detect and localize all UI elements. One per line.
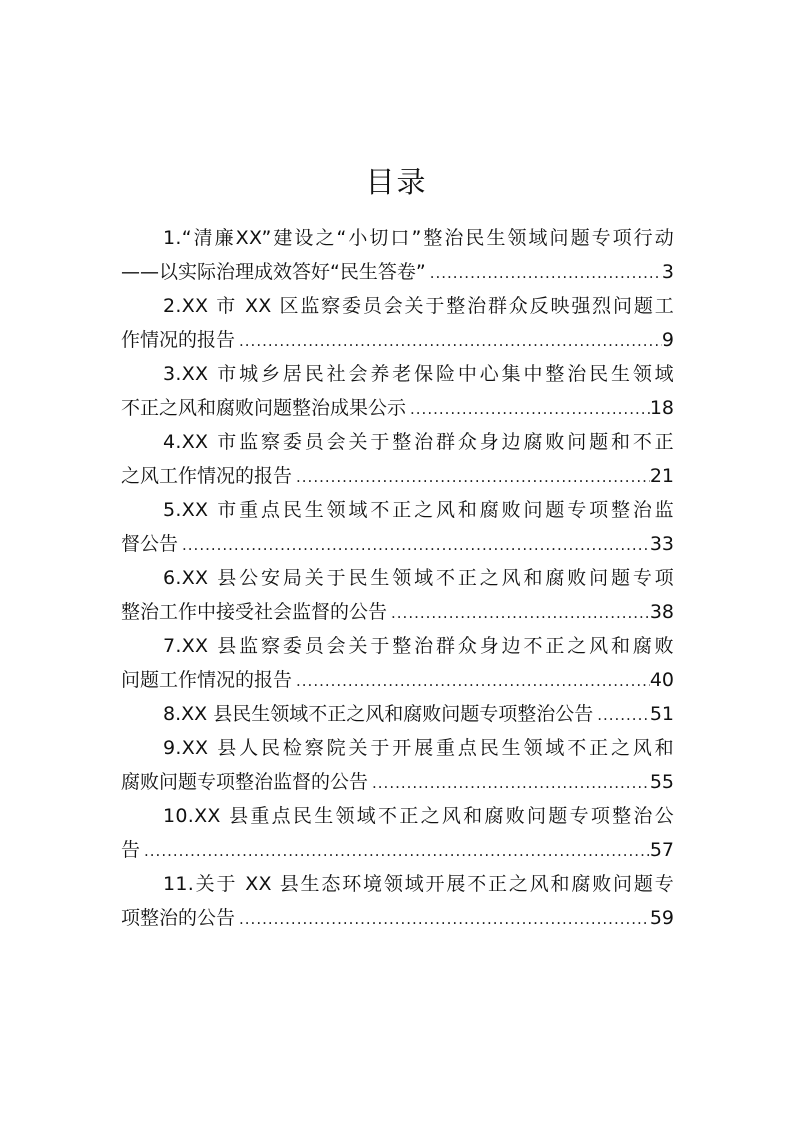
- toc-entry[interactable]: [121, 357, 674, 425]
- toc-entry[interactable]: [121, 867, 674, 935]
- toc-entry[interactable]: [121, 799, 674, 867]
- toc-list: [121, 221, 674, 935]
- dot-leader: [292, 460, 650, 493]
- toc-title: 目录: [365, 165, 428, 199]
- dot-leader: [292, 664, 650, 697]
- toc-page-number: 55: [649, 771, 674, 793]
- toc-entry-title-continued: ——以实际治理成效答好“民生答卷”: [121, 261, 426, 283]
- toc-entry-title-continued: 问题工作情况的报告: [121, 669, 293, 691]
- toc-entry-title: 8.XX 县民生领域不正之风和腐败问题专项整治公告: [163, 703, 594, 725]
- toc-entry[interactable]: [121, 731, 674, 799]
- dot-leader: [593, 698, 650, 731]
- toc-entry-title: 3.XX 市城乡居民社会养老保险中心集中整治民生领域: [163, 363, 674, 385]
- toc-entry-title: 4.XX 市监察委员会关于整治群众身边腐败问题和不正: [163, 431, 674, 453]
- toc-page-number: 51: [649, 703, 674, 725]
- toc-entry-title: 7.XX 县监察委员会关于整治群众身边不正之风和腐败: [163, 635, 674, 657]
- toc-entry-title: 6.XX 县公安局关于民生领域不正之风和腐败问题专项: [163, 567, 674, 589]
- dot-leader: [140, 834, 650, 867]
- toc-entry[interactable]: [121, 697, 674, 731]
- toc-entry-title-continued: 整治工作中接受社会监督的公告: [121, 601, 388, 623]
- dot-leader: [235, 902, 650, 935]
- toc-page-number: 33: [649, 533, 674, 555]
- toc-page-number: 57: [649, 839, 674, 861]
- toc-entry-title-continued: 之风工作情况的报告: [121, 465, 293, 487]
- toc-entry-title-continued: 项整治的公告: [121, 907, 236, 929]
- toc-page-number: 38: [649, 601, 674, 623]
- toc-page-number: 59: [649, 907, 674, 929]
- dot-leader: [178, 528, 650, 561]
- toc-entry[interactable]: [121, 289, 674, 357]
- dot-leader: [406, 392, 650, 425]
- toc-entry[interactable]: [121, 425, 674, 493]
- toc-page-number: 3: [661, 261, 674, 283]
- toc-entry-title-continued: 督公告: [121, 533, 179, 555]
- toc-entry[interactable]: [121, 221, 674, 289]
- toc-entry-title-continued: 作情况的报告: [121, 329, 236, 351]
- toc-entry-title-continued: 不正之风和腐败问题整治成果公示: [121, 397, 407, 419]
- toc-entry[interactable]: [121, 493, 674, 561]
- toc-entry-title: 5.XX 市重点民生领域不正之风和腐败问题专项整治监: [163, 499, 674, 521]
- dot-leader: [368, 766, 650, 799]
- dot-leader: [387, 596, 650, 629]
- toc-entry[interactable]: [121, 629, 674, 697]
- toc-page-number: 40: [649, 669, 674, 691]
- toc-page-number: 9: [661, 329, 674, 351]
- toc-entry[interactable]: [121, 561, 674, 629]
- toc-entry-title: 11.关于 XX 县生态环境领域开展不正之风和腐败问题专: [163, 873, 674, 895]
- dot-leader: [426, 256, 662, 289]
- toc-entry-title-continued: 腐败问题专项整治监督的公告: [121, 771, 369, 793]
- toc-page-number: 21: [649, 465, 674, 487]
- toc-entry-title: 2.XX 市 XX 区监察委员会关于整治群众反映强烈问题工: [163, 295, 674, 317]
- dot-leader: [235, 324, 662, 357]
- toc-entry-title: 9.XX 县人民检察院关于开展重点民生领域不正之风和: [163, 737, 674, 759]
- toc-entry-title: 10.XX 县重点民生领域不正之风和腐败问题专项整治公: [163, 805, 674, 827]
- toc-entry-title: 1.“清廉XX”建设之“小切口”整治民生领域问题专项行动: [163, 227, 674, 249]
- toc-entry-title-continued: 告: [121, 839, 141, 861]
- toc-page-number: 18: [649, 397, 674, 419]
